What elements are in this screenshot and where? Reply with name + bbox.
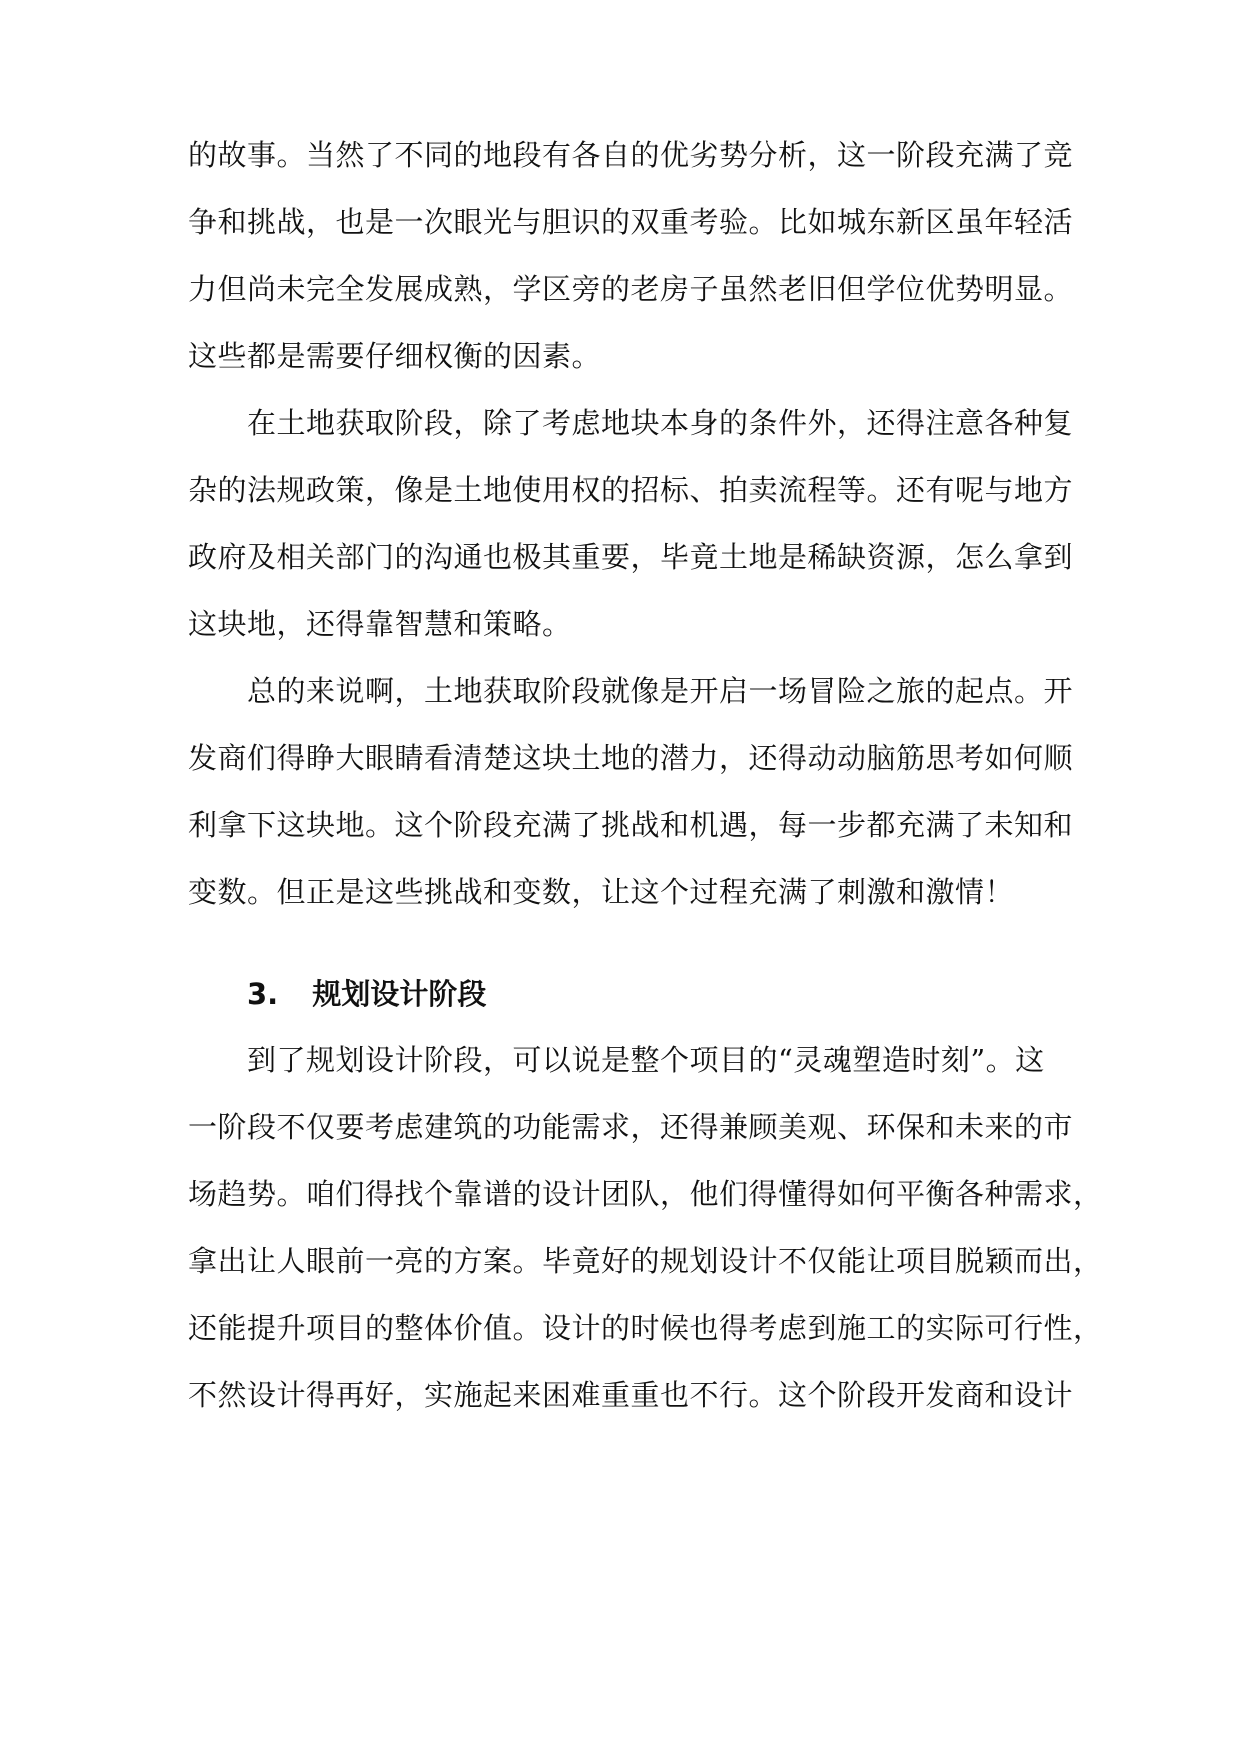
paragraph-1-line-1: 的故事。当然了不同的地段有各自的优劣势分析，这一阶段充满了竞	[188, 138, 1074, 172]
paragraph-2-line-4: 这块地，还得靠智慧和策略。	[188, 607, 572, 641]
section-paragraph-line-2: 一阶段不仅要考虑建筑的功能需求，还得兼顾美观、环保和未来的市	[188, 1110, 1074, 1144]
paragraph-3-line-1: 总的来说啊，土地获取阶段就像是开启一场冒险之旅的起点。开	[247, 674, 1074, 708]
section-number: 3.	[247, 977, 279, 1011]
section-heading	[247, 974, 486, 1014]
section-paragraph-line-4: 拿出让人眼前一亮的方案。毕竟好的规划设计不仅能让项目脱颖而出，	[188, 1244, 1103, 1278]
paragraph-1-line-3: 力但尚未完全发展成熟，学区旁的老房子虽然老旧但学位优势明显。	[188, 272, 1074, 306]
section-paragraph-line-3: 场趋势。咱们得找个靠谱的设计团队，他们得懂得如何平衡各种需求，	[188, 1177, 1103, 1211]
paragraph-1-line-2: 争和挑战，也是一次眼光与胆识的双重考验。比如城东新区虽年轻活	[188, 205, 1074, 239]
section-paragraph-line-6: 不然设计得再好，实施起来困难重重也不行。这个阶段开发商和设计	[188, 1378, 1074, 1412]
paragraph-3-line-2: 发商们得睁大眼睛看清楚这块土地的潜力，还得动动脑筋思考如何顺	[188, 741, 1074, 775]
section-paragraph-line-5: 还能提升项目的整体价值。设计的时候也得考虑到施工的实际可行性，	[188, 1311, 1103, 1345]
paragraph-2-line-3: 政府及相关部门的沟通也极其重要，毕竟土地是稀缺资源，怎么拿到	[188, 540, 1074, 574]
section-title: 规划设计阶段	[312, 977, 487, 1011]
paragraph-3-line-4: 变数。但正是这些挑战和变数，让这个过程充满了刺激和激情！	[188, 875, 1015, 909]
section-paragraph-line-1: 到了规划设计阶段，可以说是整个项目的“灵魂塑造时刻”。这	[247, 1043, 1045, 1077]
paragraph-2-line-1: 在土地获取阶段，除了考虑地块本身的条件外，还得注意各种复	[247, 406, 1074, 440]
paragraph-2-line-2: 杂的法规政策，像是土地使用权的招标、拍卖流程等。还有呢与地方	[188, 473, 1074, 507]
paragraph-3-line-3: 利拿下这块地。这个阶段充满了挑战和机遇，每一步都充满了未知和	[188, 808, 1074, 842]
paragraph-1-line-4: 这些都是需要仔细权衡的因素。	[188, 339, 602, 373]
